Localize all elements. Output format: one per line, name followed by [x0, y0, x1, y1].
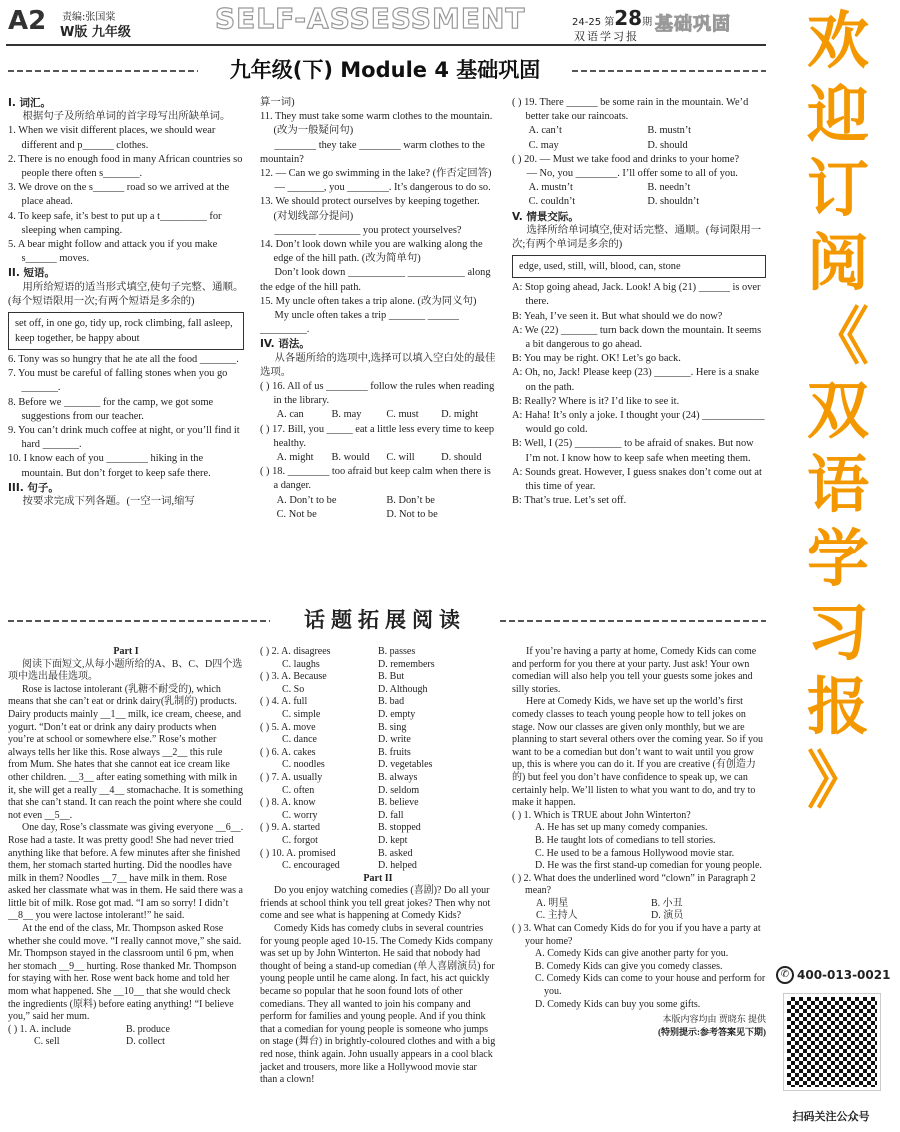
option[interactable]: D. He was the first stand-up comedian for young people. — [535, 860, 762, 872]
passage-paragraph: Here at Comedy Kids, we have set up the world’s first comedy classes to teach young people how to tell jokes on stage. Now our classes are given only monthly, but we are planning to start several others over the coming year. So if you want to be a comedian but don’t want to wait until you grow up, this is where you can do it. If you are creative (有创造力的) but feel you don’t have confidence to speak up, we can certainly help. We’ll listen to what you want to do, and try to make it happen. — [512, 696, 764, 809]
passage-paragraph: Rose is lactose intolerant (乳糖不耐受的), which means that she can’t eat or drink dairy(乳制的) products. Dairy products mainly __1__ milk, ice cream, cheese, and yogurt. “Don’t eat or drink any dairy products when you’re at school or somewhere else.” Rose’s mother always tells her like this. Rose always __2__ this rule from Mum. She hates that she cannot eat ice cream like other children. __3__ after eating something with milk in it, she will get a really __4__ stomachache. It is something that she can’t stand. It can reach the point where she could not even __5__. — [8, 683, 243, 821]
option[interactable]: C. Comedy Kids can come to your house and perform for you. — [535, 973, 766, 998]
header-rule — [6, 44, 766, 46]
text-line: 从各题所给的选项中,选择可以填入空白处的最佳选项。 — [260, 352, 496, 378]
option[interactable]: A. Comedy Kids can give another party for you. — [535, 948, 729, 960]
option[interactable]: B. He taught lots of comedians to tell stories. — [535, 834, 716, 846]
question-20-reply: — No, you ________. I’ll offer some to all of you. — [526, 168, 738, 180]
option[interactable]: B. believe — [378, 797, 419, 809]
text-line: 12. — Can we go swimming in the lake? (作否定回答) — [260, 168, 492, 180]
word-box: edge, used, still, will, blood, can, stone — [512, 255, 766, 278]
option[interactable]: A. can’t — [528, 125, 562, 137]
option[interactable]: C. couldn’t — [528, 196, 576, 208]
option[interactable]: A. Don’t to be — [276, 494, 337, 506]
part1-title: Part I — [113, 646, 139, 657]
option[interactable]: C. encouraged — [282, 860, 340, 872]
text-line: 3. We drove on the s______ road so we arrived at the place ahead. — [8, 182, 230, 208]
option[interactable]: C. Not be — [276, 508, 317, 520]
option[interactable]: D. vegetables — [378, 759, 433, 771]
question-18: ( ) 18. ________ too afraid but keep calm when there is a danger. — [260, 466, 491, 492]
option[interactable]: C. may — [528, 139, 559, 151]
option[interactable]: D. Although — [378, 683, 428, 695]
option[interactable]: D. should — [441, 452, 482, 464]
question: ( ) 1. Which is TRUE about John Winterton? — [512, 809, 691, 821]
option[interactable]: B. mustn’t — [647, 125, 692, 137]
mc-list — [260, 646, 496, 873]
option[interactable]: A. He has set up many comedy companies. — [535, 822, 708, 834]
text-line: 6. Tony was so hungry that he ate all the food _______. — [8, 354, 239, 366]
mc-question — [260, 797, 496, 822]
q18-options — [260, 494, 496, 522]
option[interactable]: D. Not to be — [386, 508, 438, 520]
text-line: Don’t look down ___________ ___________ along the edge of the hill path. — [260, 267, 491, 293]
option[interactable]: B. bad — [378, 696, 405, 708]
option[interactable]: B. Comedy Kids can give you comedy classes. — [535, 960, 723, 972]
col2-items — [260, 96, 496, 408]
title-divider-right — [572, 70, 766, 72]
a2-logo: A2 — [8, 6, 47, 36]
reading-column-2 — [260, 646, 496, 1087]
mc-question — [260, 747, 496, 772]
title-divider-left — [8, 70, 198, 72]
phone-number[interactable]: 400-013-0021 — [797, 968, 891, 982]
column-1 — [8, 96, 244, 509]
text-line: 10. I know each of you ________ hiking in the mountain. But don’t forget to keep safe there. — [8, 453, 211, 479]
phone-icon: ✆ — [776, 966, 794, 984]
slogan-char: 习 — [806, 596, 869, 669]
option[interactable]: D. remembers — [378, 658, 435, 670]
question: ( ) 2. What does the underlined word “clown” in Paragraph 2 mean? — [512, 872, 756, 897]
slogan-char: 迎 — [806, 78, 869, 151]
option[interactable]: ( ) 2. A. disagrees — [260, 646, 331, 657]
option[interactable]: ( ) 1. A. include — [8, 1023, 71, 1035]
slogan-char: 《 — [806, 300, 869, 373]
text-line: 根据句子及所给单词的首字母写出所缺单词。 — [22, 111, 231, 123]
text-line: III. 句子。 — [8, 481, 59, 494]
slogan-char: 语 — [806, 448, 869, 521]
passage-paragraph: Comedy Kids has comedy clubs in several countries for young people aged 10-15. The Comedy Kids company was set up by John Winterton. He said that nobody had thought of being a stand-up comedian (单人喜剧演员) for young people until he came along. In fact, his act quickly became so popular that he soon found lots of other comedians. They all wanted to join his company and perform for families and young people. And if you think that a comedian for young people is someone who jumps on stage (舞台) in brightly-coloured clothes and with a big red nose, think again. John usually appears in a cool black jacket and trousers, more like a Hollywood movie star than a clown! — [260, 923, 496, 1086]
option[interactable]: D. seldom — [378, 784, 420, 796]
text-line: ________ ________ you protect yourselves? — [274, 224, 462, 236]
text-line: 9. You can’t drink much coffee at night, or you’ll find it hard _______. — [8, 425, 240, 451]
text-line: 8. Before we _______ for the camp, we got some suggestions from our teacher. — [8, 396, 214, 422]
q19-options — [512, 124, 766, 152]
passage-paragraph: Do you enjoy watching comedies (喜剧)? Do all your friends at school think you tell great jokes? Then why not come and see what is happening at Comedy Kids? — [260, 885, 491, 922]
part2-passage-a — [260, 885, 496, 1087]
option[interactable]: B. passes — [378, 646, 416, 657]
option[interactable]: B. would — [331, 452, 370, 464]
slogan-char: 欢 — [806, 4, 869, 77]
option-grid — [512, 898, 766, 923]
text-line: 11. They must take some warm clothes to the mountain. (改为一般疑问句) — [260, 111, 493, 137]
issue-num: 28 — [614, 6, 643, 30]
text-line: 13. We should protect ourselves by keeping together. (对划线部分提问) — [260, 196, 480, 222]
passage-paragraph: If you’re having a party at home, Comedy Kids can come and perform for you there at your party. Just ask! Your own comedian will also help you tell your guests some jokes and silly stories. — [512, 646, 757, 695]
dialog-line: B: Well, I (25) _________ to be afraid of snakes. But now I’m not. I know how to keep safe when meeting them. — [512, 438, 754, 464]
option[interactable]: B. produce — [126, 1023, 170, 1035]
issue-suffix: 期 — [642, 17, 653, 28]
dialog-line: A: We (22) _______ turn back down the mountain. It seems a bit dangerous to go ahead. — [512, 324, 762, 351]
option[interactable]: D. fall — [378, 809, 404, 821]
option[interactable]: B. asked — [378, 847, 413, 859]
column-3 — [512, 96, 766, 508]
option[interactable]: C. He used to be a famous Hollywood movie star. — [535, 847, 735, 859]
text-line: 2. There is no enough food in many African countries so people there often s_______. — [8, 153, 243, 180]
column-2 — [260, 96, 496, 522]
option[interactable]: ( ) 3. A. Because — [260, 671, 327, 683]
text-line: 算一词) — [260, 97, 295, 108]
option[interactable]: D. shouldn’t — [647, 196, 700, 208]
option[interactable]: C. So — [282, 683, 305, 695]
text-line: 用所给短语的适当形式填空,使句子完整、通顺。(每个短语限用一次;有两个短语是多余的) — [8, 281, 244, 307]
text-line: ________ they take ________ warm clothes to the mountain? — [260, 139, 485, 165]
option[interactable]: C. 主持人 — [536, 910, 578, 922]
part1-passage — [8, 684, 244, 1024]
page-title: 九年级(下) Module 4 基础巩固 — [229, 58, 541, 82]
question-20: ( ) 20. — Must we take food and drinks to your home? — [512, 153, 740, 165]
option[interactable]: B. But — [378, 671, 405, 683]
column-name: 基础巩固 — [655, 14, 731, 35]
option[interactable]: D. empty — [378, 708, 416, 720]
mc-question — [260, 671, 496, 696]
mc-question — [260, 822, 496, 847]
text-line: 按要求完成下列各题。(一空一词,缩写 — [22, 496, 195, 508]
part2-passage-b — [512, 646, 766, 810]
dialog-line: A: Oh, no, Jack! Please keep (23) _______. Here is a snake on the path. — [512, 367, 759, 393]
mc-question — [260, 848, 496, 873]
text-line: 14. Don’t look down while you are walking along the edge of the hill path. (改为简单句) — [260, 239, 483, 265]
issue-prefix: 24-25 第 — [572, 17, 615, 28]
question: ( ) 3. What can Comedy Kids do for you if you have a party at your home? — [512, 923, 761, 947]
dialog-line: B: You may be right. OK! Let’s go back. — [512, 353, 681, 365]
option[interactable]: ( ) 5. A. move — [260, 721, 316, 733]
text-line: 4. To keep safe, it’s best to put up a t_________ for sleeping when camping. — [8, 210, 222, 236]
text-line: ( ) 16. All of us ________ follow the rules when reading in the library. — [260, 381, 495, 407]
mc-question — [260, 646, 496, 671]
option[interactable]: C. laughs — [282, 658, 320, 670]
editor-label: 责编:张国棠 — [62, 12, 116, 23]
option[interactable]: ( ) 9. A. started — [260, 822, 320, 834]
option[interactable]: A. 明星 — [536, 897, 569, 909]
option[interactable]: D. kept — [378, 834, 408, 846]
q1-options — [8, 1024, 244, 1049]
slogan-char: 双 — [806, 374, 869, 447]
passage-paragraph: At the end of the class, Mr. Thompson asked Rose whether she could move. “I really cannot move,” she said. Mr. Thompson stayed in the classroom until 6 pm, when her stomach __9__ hurting. Rose thanked Mr. Thompson for staying with her. Rose went back home and told her mom what happened. She __10__ that she would check the ingredients (原料) before eating anything! “I believe you,” said her mum. — [8, 923, 242, 1023]
q20-options — [512, 181, 766, 209]
option[interactable]: ( ) 8. A. know — [260, 797, 316, 809]
option[interactable]: C. will — [386, 452, 415, 464]
q16-options — [260, 408, 496, 422]
col1-items-b — [8, 353, 244, 509]
footer-note: (特别提示:参考答案见下期) — [658, 1026, 766, 1037]
option[interactable]: D. write — [378, 734, 411, 746]
subscription-banner — [776, 0, 900, 1132]
text-line: 5. A bear might follow and attack you if you make s______ moves. — [8, 239, 218, 265]
phone-row — [776, 966, 900, 984]
option[interactable]: B. needn’t — [647, 182, 691, 194]
option[interactable]: A. mustn’t — [528, 182, 573, 194]
edition-label: W版 九年级 — [60, 25, 131, 40]
option[interactable]: B. 小丑 — [651, 897, 683, 909]
option[interactable]: D. collect — [126, 1036, 165, 1048]
option[interactable]: A. might — [276, 452, 314, 464]
text-line: II. 短语。 — [8, 267, 55, 280]
option[interactable]: D. might — [441, 409, 479, 421]
reading-column-1 — [8, 646, 244, 1049]
option[interactable]: B. may — [331, 409, 362, 421]
section-v-instructions: 选择所给单词填空,使对话完整、通顺。(每词限用一次;有两个单词是多余的) — [512, 224, 762, 251]
option[interactable]: A. can — [276, 409, 304, 421]
option[interactable]: C. sell — [34, 1036, 60, 1048]
option[interactable]: ( ) 6. A. cakes — [260, 746, 316, 758]
phrase-box: set off, in one go, tidy up, rock climbing, fall asleep, keep together, be happy about — [8, 312, 244, 350]
slogan-char: 订 — [806, 152, 869, 225]
section-v-heading: V. 情景交际。 — [512, 210, 579, 223]
footer-credit: 本版内容均由 贾晓东 提供 — [662, 1014, 766, 1025]
option[interactable]: C. often — [282, 784, 315, 796]
slogan-char: 》 — [806, 744, 869, 817]
subscription-slogan — [776, 4, 900, 818]
dialog-line: B: That’s true. Let’s set off. — [512, 495, 627, 507]
mc-question — [260, 696, 496, 721]
option[interactable]: D. should — [647, 139, 688, 151]
mc-question — [260, 722, 496, 747]
option[interactable]: ( ) 7. A. usually — [260, 771, 323, 783]
section2-divider-left — [8, 620, 270, 622]
option[interactable]: C. noodles — [282, 759, 325, 771]
question-17: ( ) 17. Bill, you _____ eat a little less every time to keep healthy. — [260, 423, 495, 449]
option[interactable]: C. must — [386, 409, 419, 421]
text-line: 7. You must be careful of falling stones when you go _______. — [8, 368, 228, 394]
self-assessment-banner: SELF-ASSESSMENT — [215, 2, 526, 35]
option[interactable]: B. Don’t be — [386, 494, 435, 506]
option[interactable]: ( ) 10. A. promised — [260, 847, 336, 859]
dialog — [512, 281, 766, 508]
option[interactable]: C. simple — [282, 708, 321, 720]
option[interactable]: C. dance — [282, 734, 317, 746]
option[interactable]: B. stopped — [378, 822, 421, 834]
text-line: My uncle often takes a trip _______ ______ _________. — [260, 310, 459, 336]
part2-title: Part II — [363, 872, 393, 884]
option[interactable]: B. sing — [378, 721, 407, 733]
option[interactable]: B. always — [378, 771, 418, 783]
dialog-line: A: Sounds great. However, I guess snakes don’t come out at this time of year. — [512, 466, 762, 493]
option[interactable]: ( ) 4. A. full — [260, 696, 308, 708]
option[interactable]: C. worry — [282, 809, 318, 821]
part2-questions — [512, 810, 766, 1012]
q17-options — [260, 451, 496, 465]
section2-title: 话题拓展阅读 — [304, 608, 466, 632]
dialog-line: B: Yeah, I’ve seen it. But what should we do now? — [512, 310, 723, 322]
dialog-line: A: Stop going ahead, Jack. Look! A big (21) ______ is over there. — [512, 282, 761, 308]
page-header — [0, 0, 770, 48]
section2-divider-right — [500, 620, 766, 622]
mc-question — [260, 772, 496, 797]
text-line: 1. When we visit different places, we should wear different and p______ clothes. — [8, 125, 216, 151]
col1-items — [8, 96, 244, 309]
slogan-char: 学 — [806, 522, 869, 595]
option[interactable]: D. 演员 — [651, 910, 684, 922]
slogan-char: 阅 — [806, 226, 869, 299]
issue-number — [572, 6, 652, 30]
question-19: ( ) 19. There ______ be some rain in the mountain. We’d better take our raincoats. — [512, 97, 749, 123]
qr-code[interactable] — [784, 994, 880, 1090]
text-line: IV. 语法。 — [260, 338, 310, 351]
text-line: I. 词汇。 — [8, 97, 52, 109]
paper-name: 双语学习报 — [574, 30, 639, 43]
part1-instructions: 阅读下面短文,从每小题所给的A、B、C、D四个选项中选出最佳选项。 — [8, 658, 243, 683]
option[interactable]: D. helped — [378, 860, 417, 872]
option[interactable]: B. fruits — [378, 746, 411, 758]
text-line: 15. My uncle often takes a trip alone. (改为同义句) — [260, 295, 477, 307]
dialog-line: B: Really? Where is it? I’d like to see it. — [512, 395, 680, 407]
dialog-line: A: Haha! It’s only a joke. I thought your (24) ____________ would go cold. — [512, 410, 765, 436]
passage-paragraph: One day, Rose’s classmate was giving everyone __6__. Rose had a taste. It was pretty good! She had never tried anything like that before. A few minutes after she finished them, her stomach started hurting. Did the noodles have milk in them? Noodles __7__ have milk in them. Rose asked her classmate what was in them. He said there was a little bit of milk. Rose got mad. “I am so sorry! I didn’t __8__ you were lactose intolerant!” he said. — [8, 822, 244, 922]
slogan-char: 报 — [806, 670, 869, 743]
reading-column-3 — [512, 646, 766, 1038]
option[interactable]: C. forgot — [282, 834, 318, 846]
qr-caption: 扫码关注公众号 — [792, 1110, 870, 1123]
option[interactable]: D. Comedy Kids can buy you some gifts. — [535, 998, 701, 1010]
text-line: — _______, you ________. It’s dangerous to do so. — [274, 182, 491, 194]
